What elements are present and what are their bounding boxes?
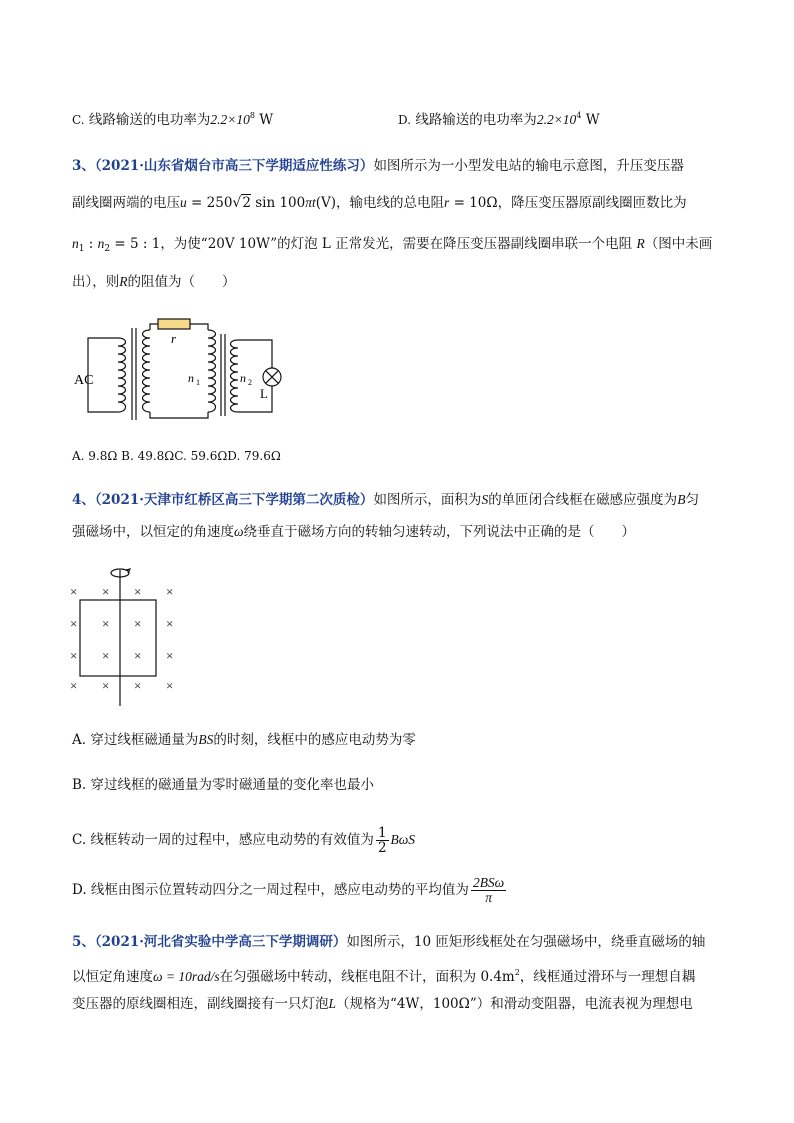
stepup-primary-coil <box>118 338 126 412</box>
field-cross: × <box>70 648 78 663</box>
q2-option-d: D. 线路输送的电功率为$2.2\times 10^4$ W <box>398 111 600 128</box>
q5-line-2: 以恒定角速度ω = 10rad/s在匀强磁场中转动，线框电阻不计，面积为 $0.4m^2$，线框通过滑环与一理想自耦 <box>72 968 696 985</box>
resistor-r <box>158 319 190 329</box>
q3-line-4: 出），则R的阻值为（ ） <box>72 274 236 290</box>
field-cross: × <box>166 584 174 599</box>
field-cross: × <box>166 616 174 631</box>
field-cross: × <box>166 648 174 663</box>
q4-line-2: 强磁场中，以恒定的角速度ω绕垂直于磁场方向的转轴匀速转动，下列说法中正确的是（ ） <box>72 524 636 540</box>
field-cross: × <box>70 616 78 631</box>
n1-label: n <box>188 371 194 385</box>
q4-option-b: B. 穿过线框的磁通量为零时磁通量的变化率也最小 <box>72 777 375 793</box>
field-cross: × <box>134 616 142 631</box>
field-cross: × <box>134 584 142 599</box>
n2-label: n <box>240 371 246 385</box>
half-fraction: $\frac{1}{2}$ <box>377 825 387 856</box>
q3-line-3: $n_1$ : $n_2 = 5$ : 1，为使“20V 10W”的灯泡 L 正常发光，需要在降压变压器副线圈串联一个电阻 R（图中未画 <box>72 236 713 254</box>
average-emf-fraction: $\frac{\text{2BSω}}{\pi}$ <box>472 875 505 905</box>
field-cross: × <box>166 678 174 693</box>
field-cross: × <box>102 648 110 663</box>
q2-option-c: C. 线路输送的电功率为$2.2\times 10^8$ W <box>72 111 274 128</box>
r-label: r <box>171 331 177 346</box>
q4-option-a: A. 穿过线框磁通量为BS的时刻，线框中的感应电动势为零 <box>72 732 416 748</box>
q3-source: （2021·山东省烟台市高三下学期适应性练习） <box>94 158 374 174</box>
svg-text:2: 2 <box>248 378 252 387</box>
q3-line-2: 副线圈两端的电压u = 250√2 sin 100πt(V)，输电线的总电阻r = 10Ω，降压变压器原副线圈匝数比为 <box>72 195 687 211</box>
q3-circuit-diagram <box>70 316 310 426</box>
q4-line-1: 4、（2021·天津市红桥区高三下学期第二次质检）如图所示，面积为S的单匝闭合线框在磁感应强度为B匀 <box>72 492 699 508</box>
field-cross: × <box>102 584 110 599</box>
q5-number: 5、 <box>72 934 95 950</box>
q4-number: 4、 <box>72 492 95 508</box>
svg-text:1: 1 <box>196 378 200 387</box>
ac-label: AC <box>74 373 94 388</box>
field-cross: × <box>70 584 78 599</box>
q3-options: A. 9.8Ω B. 49.8ΩC. 59.6ΩD. 79.6Ω <box>72 449 281 463</box>
q5-source: （2021·河北省实验中学高三下学期调研） <box>94 934 347 950</box>
q3-line-1: 3、（2021·山东省烟台市高三下学期适应性练习）如图所示为一小型发电站的输电示意图，升压变压器 <box>72 158 684 174</box>
q4-option-d: D. 线框由图示位置转动四分之一周过程中，感应电动势的平均值为 $\frac{\text{2BSω}}{\pi}$ <box>72 875 505 905</box>
stepup-secondary-coil <box>143 330 151 412</box>
q4-option-c: C. 线框转动一周的过程中，感应电动势的有效值为 $\frac{1}{2}$ BωS <box>72 825 416 856</box>
field-cross: × <box>134 648 142 663</box>
lamp-label: L <box>260 386 268 401</box>
field-cross: × <box>70 678 78 693</box>
q5-line-3: 变压器的原线圈相连，副线圈接有一只灯泡L（规格为“4W，100Ω”）和滑动变阻器，电流表视为理想电 <box>72 996 693 1012</box>
q3-number: 3、 <box>72 158 95 174</box>
stepdown-secondary-coil <box>231 340 239 412</box>
field-cross: × <box>102 678 110 693</box>
q5-line-1: 5、（2021·河北省实验中学高三下学期调研）如图所示，10 匝矩形线框处在匀强磁场中，绕垂直磁场的轴 <box>72 934 706 950</box>
coil-frame <box>80 600 156 676</box>
stepdown-primary-coil <box>208 330 216 412</box>
q4-source: （2021·天津市红桥区高三下学期第二次质检） <box>94 492 374 508</box>
field-cross: × <box>102 616 110 631</box>
field-cross: × <box>134 678 142 693</box>
q4-field-diagram <box>64 560 184 710</box>
